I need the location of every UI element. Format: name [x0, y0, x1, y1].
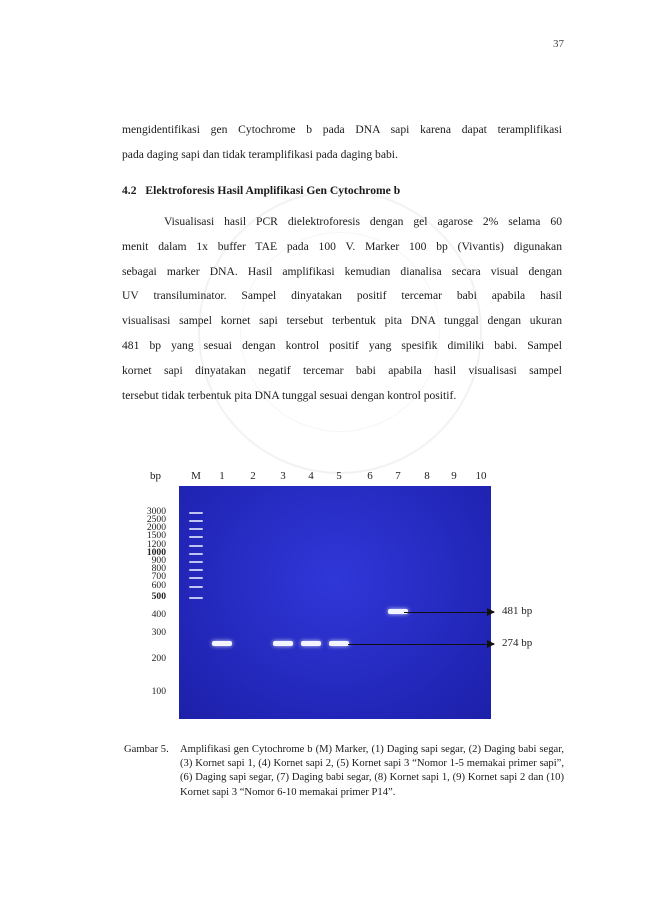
bp-column-label: bp: [150, 470, 161, 482]
size-label: 700: [151, 571, 166, 582]
paragraph-visualisasi: [122, 210, 562, 408]
caption-text: Amplifikasi gen Cytochrome b (M) Marker, (1) Daging sapi segar, (2) Daging babi segar, (3) Kornet sapi 1, (4) Kornet sapi 2, (5) Kornet sapi 3 “Nomor 1-5 memakai primer sapi”, (6) Daging sapi segar, (7) Daging babi segar, (8) Kornet sapi 1, (9) Kornet sapi 2 dan (10) Kornet sapi 3 “Nomor 6-10 memakai primer P14”.: [180, 744, 564, 798]
arrow-481: [404, 612, 494, 613]
lane-label: 6: [367, 470, 373, 482]
section-heading: [122, 184, 400, 197]
size-label: 1500: [146, 530, 166, 541]
dna-band: [329, 641, 349, 646]
text-line: menit dalam 1x buffer TAE pada 100 V. Marker 100 bp (Vivantis) digunakan: [122, 239, 562, 253]
size-label: 1200: [146, 539, 166, 550]
text-line: pada daging sapi dan tidak teramplifikasi pada daging babi.: [122, 147, 398, 161]
marker-band: [189, 536, 203, 538]
marker-band: [189, 569, 203, 571]
dna-band: [273, 641, 293, 646]
size-label: 800: [151, 563, 166, 574]
lane-label: 7: [395, 470, 401, 482]
dna-band: [301, 641, 321, 646]
lane-label: M: [191, 470, 201, 482]
size-label: 2000: [146, 522, 166, 533]
marker-band: [189, 577, 203, 579]
lane-label: 1: [219, 470, 225, 482]
text-line: visualisasi sampel kornet sapi tersebut terbentuk pita DNA tunggal dengan ukuran: [122, 314, 562, 328]
size-label: 900: [151, 555, 166, 566]
text-line: sebagai marker DNA. Hasil amplifikasi kemudian dianalisa secara visual dengan: [122, 264, 562, 278]
arrow-274: [348, 644, 494, 645]
marker-band: [189, 586, 203, 588]
figure-caption: [124, 743, 564, 800]
text-line: tersebut tidak terbentuk pita DNA tunggal sesuai dengan kontrol positif.: [122, 388, 457, 402]
page-number: 37: [553, 38, 564, 50]
lane-label: 10: [475, 470, 487, 482]
arrow-label-274: 274 bp: [502, 637, 533, 649]
marker-band: [189, 545, 203, 547]
marker-band: [189, 597, 203, 599]
lane-label: 8: [424, 470, 430, 482]
text-line: 481 bp yang sesuai dengan kontrol positif yang spesifik dimiliki babi. Sampel: [122, 338, 562, 352]
marker-band: [189, 553, 203, 555]
paragraph-intro: [122, 118, 562, 168]
size-label: 200: [151, 653, 166, 664]
electrophoresis-gel: [179, 486, 491, 719]
lane-label: 2: [250, 470, 256, 482]
text-line: kornet sapi dinyatakan negatif tercemar babi apabila hasil visualisasi sampel: [122, 363, 562, 377]
text-line: UV transiluminator. Sampel dinyatakan positif tercemar babi apabila hasil: [122, 289, 562, 303]
size-label: 500: [151, 591, 166, 602]
size-label: 600: [151, 580, 166, 591]
size-label: 2500: [146, 514, 166, 525]
size-label: 400: [151, 609, 166, 620]
size-label: 1000: [146, 547, 166, 558]
marker-band: [189, 520, 203, 522]
lane-label: 4: [308, 470, 314, 482]
text-line: Visualisasi hasil PCR dielektroforesis dengan gel agarose 2% selama 60: [164, 215, 562, 228]
marker-band: [189, 512, 203, 514]
section-number: 4.2: [122, 184, 137, 197]
lane-label: 3: [280, 470, 286, 482]
lane-label: 9: [451, 470, 457, 482]
caption-label: Gambar 5.: [124, 744, 169, 755]
text-line: mengidentifikasi gen Cytochrome b pada DNA sapi karena dapat teramplifikasi: [122, 123, 562, 136]
size-label: 300: [151, 627, 166, 638]
lane-label: 5: [336, 470, 342, 482]
size-label: 100: [151, 686, 166, 697]
section-title: Elektroforesis Hasil Amplifikasi Gen Cytochrome b: [145, 184, 401, 197]
marker-band: [189, 561, 203, 563]
arrow-label-481: 481 bp: [502, 605, 533, 617]
dna-band: [212, 641, 232, 646]
marker-band: [189, 528, 203, 530]
size-label: 3000: [146, 506, 166, 517]
